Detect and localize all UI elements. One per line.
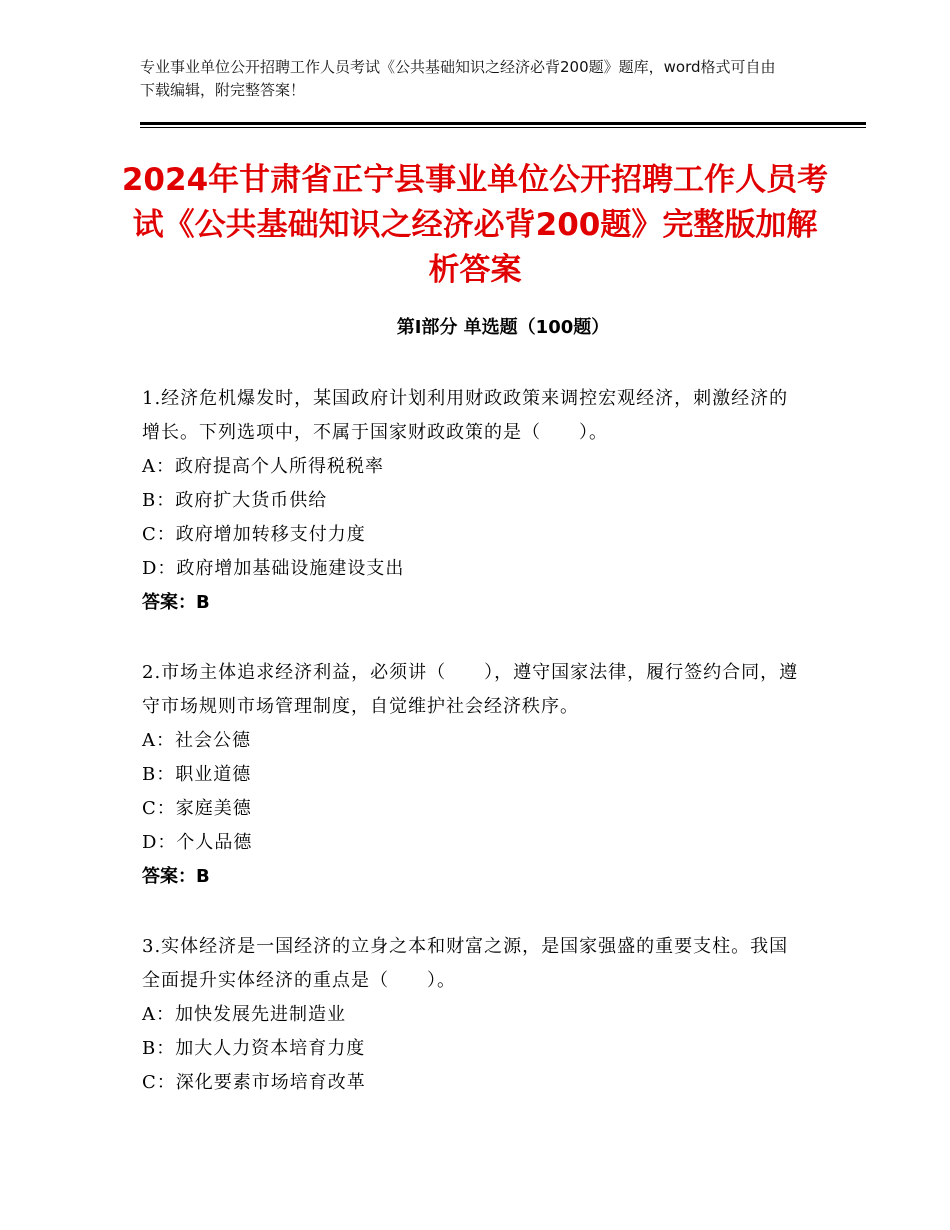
question-list xyxy=(142,382,802,1136)
option-c: C：深化要素市场培育改革 xyxy=(142,1072,366,1093)
option-d: D：政府增加基础设施建设支出 xyxy=(142,558,405,579)
header-note: 专业事业单位公开招聘工作人员考试《公共基础知识之经济必背200题》题库，word格式可自由下载编辑，附完整答案！ xyxy=(140,58,776,99)
question-1 xyxy=(142,382,802,620)
answer: 答案：B xyxy=(142,592,210,613)
question-2 xyxy=(142,656,802,894)
option-c: C：政府增加转移支付力度 xyxy=(142,524,366,545)
option-b: B：加大人力资本培育力度 xyxy=(142,1038,366,1059)
section-title: 第Ⅰ部分 单选题（100题） xyxy=(396,317,610,338)
document-title: 2024年甘肃省正宁县事业单位公开招聘工作人员考试《公共基础知识之经济必背200题》完整版加解析答案 xyxy=(121,162,829,288)
header-rule-thin xyxy=(140,127,866,128)
question-stem: 1.经济危机爆发时，某国政府计划利用财政政策来调控宏观经济，刺激经济的增长。下列选项中，不属于国家财政政策的是（ ）。 xyxy=(142,388,789,443)
question-stem: 2.市场主体追求经济利益，必须讲（ ），遵守国家法律，履行签约合同，遵守市场规则市场管理制度，自觉维护社会经济秩序。 xyxy=(142,662,799,717)
option-a: A：政府提高个人所得税税率 xyxy=(142,456,384,477)
question-3 xyxy=(142,930,802,1100)
option-d: D：个人品德 xyxy=(142,832,253,853)
option-a: A：加快发展先进制造业 xyxy=(142,1004,346,1025)
option-a: A：社会公德 xyxy=(142,730,251,751)
header-rule-thick xyxy=(140,122,866,125)
option-b: B：政府扩大货币供给 xyxy=(142,490,328,511)
option-b: B：职业道德 xyxy=(142,764,252,785)
option-c: C：家庭美德 xyxy=(142,798,252,819)
question-stem: 3.实体经济是一国经济的立身之本和财富之源，是国家强盛的重要支柱。我国全面提升实体经济的重点是（ ）。 xyxy=(142,936,789,991)
answer: 答案：B xyxy=(142,866,210,887)
